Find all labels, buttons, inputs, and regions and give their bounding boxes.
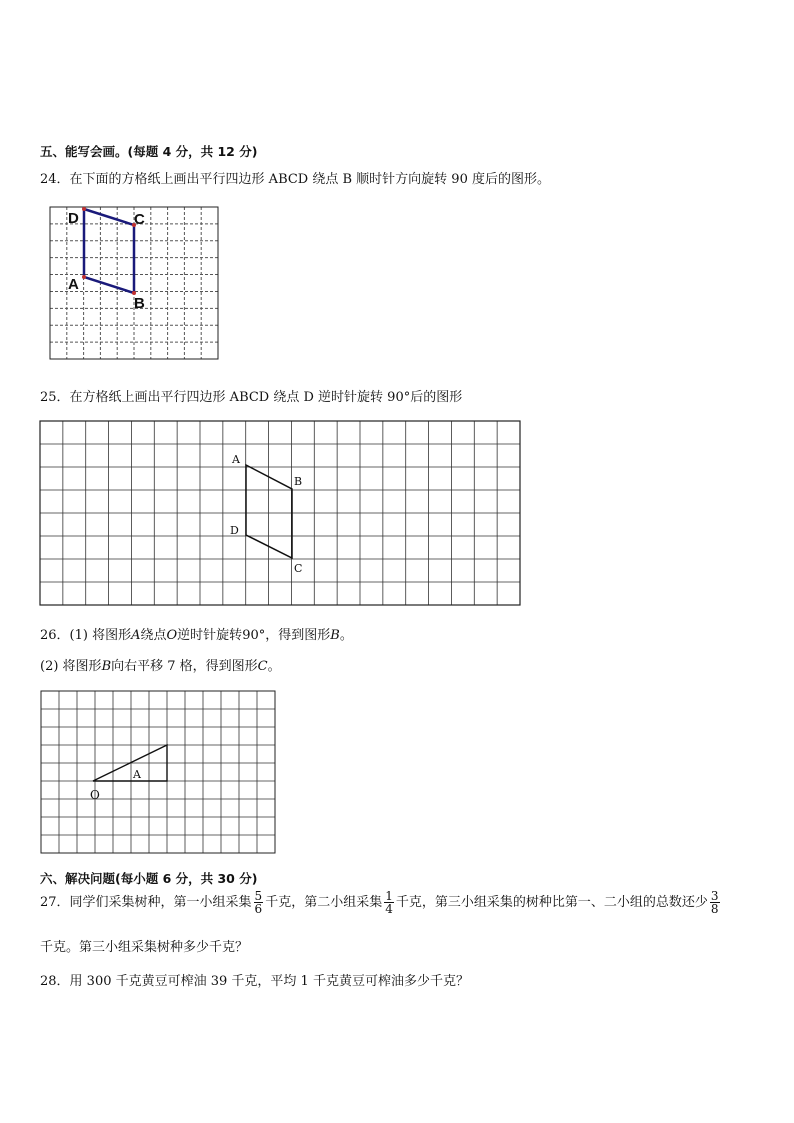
q25-label-c: C	[294, 562, 303, 575]
question-27-line1: 27．同学们采集树种，第一小组采集 $\frac{5}{6}$ 千克，第二小组采集 $\frac{1}{4}$ 千克，第三小组采集的树种比第一、二小组的总数还少 $\frac{3}{8}$	[40, 889, 719, 916]
question-26-part1: 26．(1) 将图形A绕点O逆时针旋转90°，得到图形B。	[40, 628, 353, 643]
q25-label-d: D	[230, 524, 239, 537]
section-five-heading: 五、能写会画。(每题 4 分，共 12 分)	[40, 144, 258, 159]
q24-label-b: B	[134, 295, 145, 312]
q25-parallelogram-abcd	[246, 465, 292, 558]
section-six-heading: 六、解决问题(每小题 6 分，共 30 分)	[40, 871, 258, 886]
question-24-text: 24．在下面的方格纸上画出平行四边形 ABCD 绕点 B 顺时针方向旋转 90 度后的图形。	[40, 172, 550, 187]
q26-grid-figure	[39, 689, 277, 855]
q26-label-o: O	[90, 788, 100, 802]
q25-label-a: A	[232, 453, 240, 466]
fraction-1-4: $\frac{1}{4}$	[385, 889, 393, 916]
question-26-part2: (2) 将图形B向右平移 7 格，得到图形C。	[40, 659, 281, 674]
q24-label-d: D	[68, 210, 79, 227]
question-28-text: 28．用 300 千克黄豆可榨油 39 千克，平均 1 千克黄豆可榨油多少千克？	[40, 974, 469, 989]
fraction-3-8: $\frac{3}{8}$	[710, 889, 719, 916]
q25-label-b: B	[294, 475, 303, 488]
q24-parallelogram-abcd	[84, 209, 134, 293]
q24-label-c: C	[134, 211, 145, 228]
question-27-line2: 千克。第三小组采集树种多少千克？	[40, 940, 249, 955]
q25-grid-figure	[38, 419, 522, 607]
q24-grid-figure	[48, 205, 220, 361]
q24-label-a: A	[68, 276, 79, 293]
q26-label-a: A	[133, 768, 141, 781]
question-25-text: 25．在方格纸上画出平行四边形 ABCD 绕点 D 逆时针旋转 90°后的图形	[40, 390, 463, 405]
fraction-5-6: $\frac{5}{6}$	[254, 889, 263, 916]
